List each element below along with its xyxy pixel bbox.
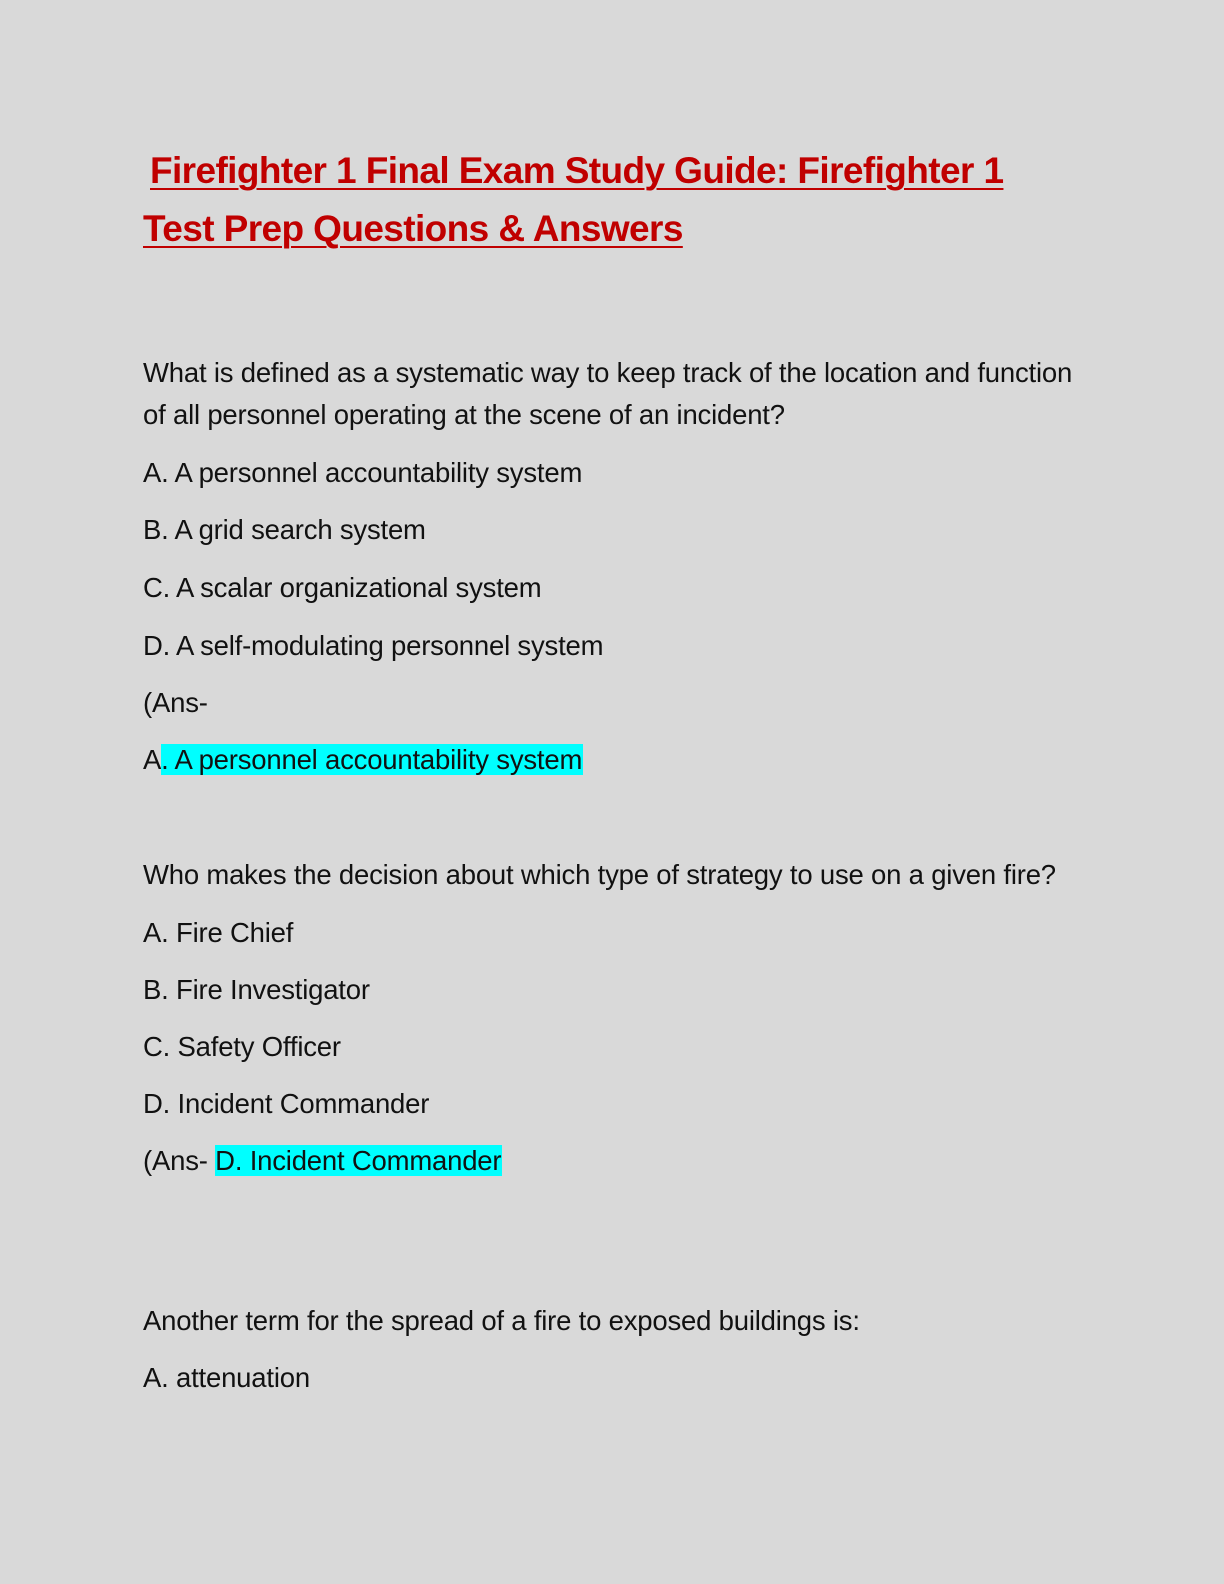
answer-prefix: (Ans- [143,1145,216,1176]
title-line-2: Test Prep Questions & Answers [143,208,683,249]
answer-highlight: . A personnel accountability system [161,744,583,775]
option-c: C. Safety Officer [143,1031,341,1062]
option-d: D. A self-modulating personnel system [143,630,604,661]
option-d: D. Incident Commander [143,1088,430,1119]
question-block-1 [143,352,1083,781]
question-block-3 [143,1300,1083,1399]
answer-line [143,1140,1083,1182]
title-line-1: Firefighter 1 Final Exam Study Guide: Firefighter 1 [150,150,1004,191]
question-text: Another term for the spread of a fire to exposed buildings is: [143,1305,860,1336]
answer-lead: A [143,744,162,775]
answer-line [143,739,1083,781]
document-title [143,142,1083,258]
option-b: B. Fire Investigator [143,974,370,1005]
option-a: A. Fire Chief [143,917,294,948]
question-block-2 [143,854,1083,1182]
option-a: A. attenuation [143,1362,310,1393]
question-text: What is defined as a systematic way to keep track of the location and function of all personnel operating at the scene of an incident? [143,357,1073,430]
option-c: C. A scalar organizational system [143,572,542,603]
option-a: A. A personnel accountability system [143,457,583,488]
option-b: B. A grid search system [143,514,426,545]
answer-prefix: (Ans- [143,687,208,718]
question-text: Who makes the decision about which type of strategy to use on a given fire? [143,859,1056,890]
answer-highlight: D. Incident Commander [215,1145,502,1176]
